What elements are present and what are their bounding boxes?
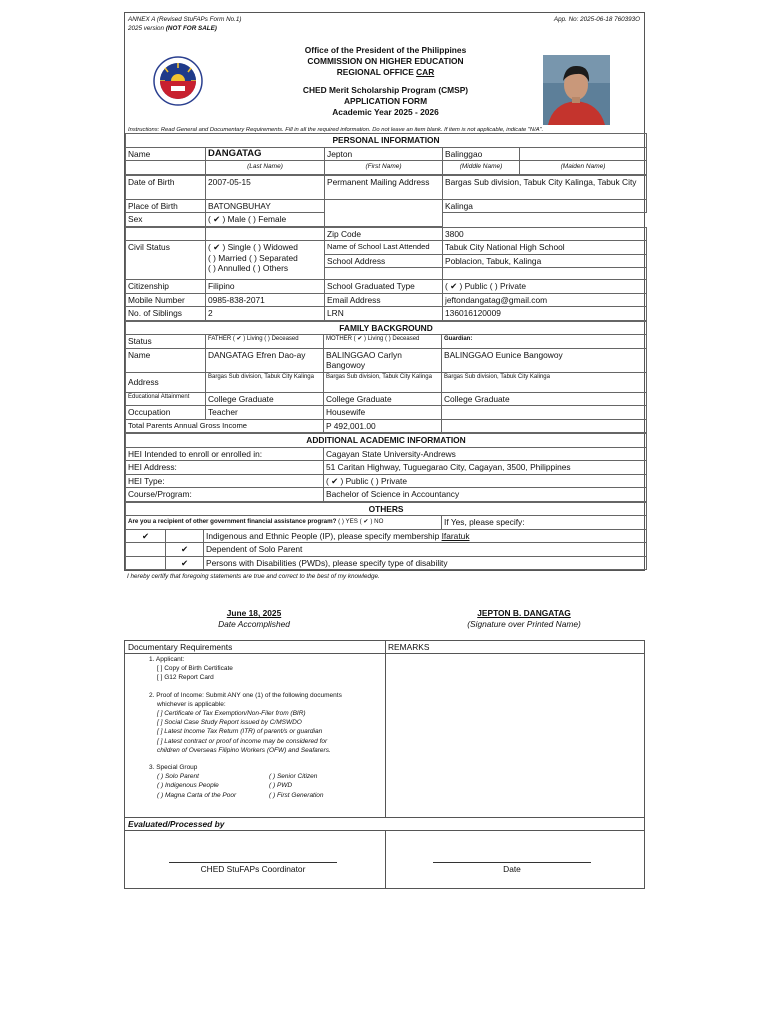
zip-value[interactable]: 3800 <box>443 227 647 241</box>
guardian-name-value[interactable]: BALINGGAO Eunice Bangowoy <box>442 348 647 372</box>
coordinator-signature-line[interactable]: CHED StuFAPs Coordinator <box>169 862 337 874</box>
applicant-photo <box>543 55 610 125</box>
req-birth-certificate[interactable]: [ ] Copy of Birth Certificate <box>157 665 233 673</box>
req-itr[interactable]: [ ] Latest Income Tax Return (ITR) of parent/s or guardian <box>157 728 323 736</box>
hei-type-value[interactable]: ( ✔ ) Public ( ) Private <box>324 474 647 488</box>
hei-address-value[interactable]: 51 Caritan Highway, Tuguegarao City, Cagayan, 3500, Philippines <box>324 461 647 475</box>
requirements-list: 1. Applicant: [ ] Copy of Birth Certificate [ ] G12 Report Card 2. Proof of Income: Submit ANY one (1) of the following documents whichever is applicable: [ ] Certificate of Tax Exemption/Non-Filer from (BIR) [ ] Social Case Study Report issued by C/MSWDO [ ] Latest Income Tax Return (ITR) of parent/s or guardian [ ] Latest contract or proof of income may be considered for children of Overseas Filipino Workers (OFW) and Seafarers. 3. Special Group ( ) Solo Parent ( ) Senior Citizen ( ) Indigenous People ( ) PWD ( ) Magna Carta of the Poor ( ) First Generation <box>125 654 385 800</box>
school-address-value[interactable]: Poblacion, Tabuk, Kalinga <box>443 254 647 268</box>
middle-name-value[interactable]: Balinggao <box>443 147 520 161</box>
mother-status-value[interactable]: MOTHER ( ✔ ) Living ( ) Deceased <box>324 335 442 349</box>
personal-details-table: Date of Birth 2007-05-15 Permanent Mailing Address Bargas Sub division, Tabuk City Kalinga, Tabuk City Place of Birth BATONGBUHAY Kalinga Sex ( ✔ ) Male ( ) Female <box>125 175 647 227</box>
personal-details-table-2: Zip Code 3800 Civil Status ( ✔ ) Single ( ) Widowed ( ) Married ( ) Separated ( ) Annulled ( ) Others Name of School Last Attended Tabuk City National High School School Address Poblacion, Tabuk, Kalinga Citizenship Filipino School Graduated Type ( ✔ ) Public ( ) Private Mobile Number 0985-838-2071 Email Address jeftondangatag@gmail.com No. of Siblings 2 LRN 136016120009 <box>125 227 647 321</box>
course-value[interactable]: Bachelor of Science in Accountancy <box>324 488 647 502</box>
annex-note: ANNEX A (Revised StuFAPs Form No.1) 2025 version (NOT FOR SALE) <box>128 16 242 32</box>
father-name-value[interactable]: DANGATAG Efren Dao-ay <box>206 348 324 372</box>
signature-row: June 18, 2025 Date Accomplished JEPTON B. DANGATAG (Signature over Printed Name) <box>124 580 645 640</box>
office-title-block: Office of the President of the Philippines COMMISSION ON HIGHER EDUCATION REGIONAL OFFICE CAR CHED Merit Scholarship Program (CMSP) APPLICATION FORM Academic Year 2025 - 2026 <box>302 45 469 117</box>
pwd-check-icon[interactable]: ✔ <box>166 556 204 570</box>
req-case-study[interactable]: [ ] Social Case Study Report issued by C/MSWDO <box>157 719 302 727</box>
ip-check-icon[interactable]: ✔ <box>126 529 166 543</box>
mother-occupation-value[interactable]: Housewife <box>324 406 442 420</box>
province-value[interactable]: Kalinga <box>443 199 647 213</box>
evaluated-by-label: Evaluated/Processed by <box>125 817 644 831</box>
address-value[interactable]: Bargas Sub division, Tabuk City Kalinga, Tabuk City <box>443 175 647 199</box>
school-value[interactable]: Tabuk City National High School <box>443 241 647 255</box>
pob-value[interactable]: BATONGBUHAY <box>206 199 325 213</box>
father-status-value[interactable]: FATHER ( ✔ ) Living ( ) Deceased <box>206 335 324 349</box>
application-number: App. No: 2025-06-18 760393O <box>553 16 640 23</box>
civil-status-value[interactable]: ( ✔ ) Single ( ) Widowed ( ) Married ( ) Separated ( ) Annulled ( ) Others <box>206 241 325 280</box>
lrn-value[interactable]: 136016120009 <box>443 307 647 321</box>
req-ofw-contract[interactable]: [ ] Latest contract or proof of income may be considered for <box>157 737 328 745</box>
father-education-value[interactable]: College Graduate <box>206 392 324 406</box>
form-header <box>125 13 644 133</box>
siblings-value[interactable]: 2 <box>206 307 325 321</box>
maiden-name-value[interactable] <box>520 147 647 161</box>
sg-solo-parent[interactable]: ( ) Solo Parent <box>157 773 199 781</box>
guardian-address-value[interactable]: Bargas Sub division, Tabuk City Kalinga <box>442 372 647 392</box>
guardian-education-value[interactable]: College Graduate <box>442 392 647 406</box>
solo-parent-check-icon[interactable]: ✔ <box>166 543 204 557</box>
mobile-value[interactable]: 0985-838-2071 <box>206 293 325 307</box>
sg-pwd[interactable]: ( ) PWD <box>269 782 293 790</box>
remarks-area[interactable] <box>385 654 644 814</box>
sex-value[interactable]: ( ✔ ) Male ( ) Female <box>206 213 325 227</box>
citizenship-value[interactable]: Filipino <box>206 280 325 294</box>
sg-magna-carta[interactable]: ( ) Magna Carta of the Poor <box>157 791 237 799</box>
req-report-card[interactable]: [ ] G12 Report Card <box>157 674 214 682</box>
others-table: OTHERS Are you a recipient of other government financial assistance program? ( ) YES ( ✔ ) NO If Yes, please specify: ✔ Indigenous and Ethnic People (IP), please specify membership Ifaratuk ✔ Dependent of Solo Parent ✔ Persons with Disabilities (PWDs), please specify type of disability <box>125 502 647 571</box>
first-name-value[interactable]: Jepton <box>325 147 443 161</box>
application-form <box>124 12 645 889</box>
mother-education-value[interactable]: College Graduate <box>324 392 442 406</box>
section-family-background: FAMILY BACKGROUND <box>126 321 647 335</box>
academic-info-table: ADDITIONAL ACADEMIC INFORMATION HEI Intended to enroll or enrolled in: Cagayan State University-Andrews HEI Address: 51 Caritan Highway, Tuguegarao City, Cagayan, 3500, Philippines HEI Type: ( ✔ ) Public ( ) Private Course/Program: Bachelor of Science in Accountancy <box>125 433 647 502</box>
last-name-value[interactable]: DANGATAG <box>206 147 325 161</box>
req-tax-exemption[interactable]: [ ] Certificate of Tax Exemption/Non-Filer from (BIR) <box>157 710 306 718</box>
ip-membership-value[interactable]: Ifaratuk <box>441 530 470 541</box>
dob-value[interactable]: 2007-05-15 <box>206 175 325 199</box>
recipient-answer[interactable]: ( ) YES ( ✔ ) NO <box>338 518 384 525</box>
father-address-value[interactable]: Bargas Sub division, Tabuk City Kalinga <box>206 372 324 392</box>
school-type-value[interactable]: ( ✔ ) Public ( ) Private <box>443 280 647 294</box>
date-accomplished-value[interactable]: June 18, 2025 <box>226 608 282 618</box>
section-academic-info: ADDITIONAL ACADEMIC INFORMATION <box>126 434 647 448</box>
certification-statement: I hereby certify that foregoing statements are true and correct to the best of my knowledge. <box>127 573 380 580</box>
form-frame <box>124 12 645 571</box>
section-others: OTHERS <box>126 502 647 516</box>
sg-senior-citizen[interactable]: ( ) Senior Citizen <box>269 773 318 781</box>
personal-info-table: PERSONAL INFORMATION Name DANGATAG Jepton Balinggao (Last Name) (First Name) (Middle Name) (Maiden Name) <box>125 133 647 175</box>
applicant-signature-name[interactable]: JEPTON B. DANGATAG <box>477 608 571 618</box>
income-value[interactable]: P 492,001.00 <box>324 419 442 433</box>
applicant-photo-image <box>543 55 610 125</box>
instructions: Instructions: Read General and Documentary Requirements. Fill in all the required information. Do not leave an item blank. If item is not applicable, indicate "N/A". <box>128 127 544 133</box>
documentary-requirements-box: Documentary Requirements 1. Applicant: [ ] Copy of Birth Certificate [ ] G12 Report Card 2. Proof of Income: Submit ANY one (1) of the following documents whichever is applicable: [ ] Certificate of Tax Exemption/Non-Filer from (BIR) [ ] Social Case Study Report issued by C/MSWDO [ ] Latest Income Tax Return (ITR) of parent/s or guardian [ ] Latest contract or proof of income may be considered for children of Overseas Filipino Workers (OFW) and Seafarers. 3. Special Group ( ) Solo Parent ( ) Senior Citizen ( ) Indigenous People ( ) PWD ( ) Magna Carta of the Poor ( ) First Generation REMARKS Evaluated/Processed by CHED StuFAPs Coordinator Date <box>124 640 645 889</box>
mother-address-value[interactable]: Bargas Sub division, Tabuk City Kalinga <box>324 372 442 392</box>
mother-name-value[interactable]: BALINGGAO Carlyn Bangowoy <box>324 348 442 372</box>
evaluation-date-line[interactable]: Date <box>433 862 591 874</box>
sg-first-generation[interactable]: ( ) First Generation <box>269 791 324 799</box>
father-occupation-value[interactable]: Teacher <box>206 406 324 420</box>
sg-indigenous[interactable]: ( ) Indigenous People <box>157 782 219 790</box>
family-background-table: FAMILY BACKGROUND Status FATHER ( ✔ ) Living ( ) Deceased MOTHER ( ✔ ) Living ( ) Deceased Guardian: Name DANGATAG Efren Dao-ay BALINGGAO Carlyn Bangowoy BALINGGAO Eunice Bangowoy Address Bargas Sub division, Tabuk City Kalinga Bargas Sub division, Tabuk City Kalinga Bargas Sub division, Tabuk City Kalinga Educational Attainment College Graduate College Graduate College Graduate Occupation Teacher Housewife Total Parents Annual Gross Income P 492,001.00 <box>125 321 647 434</box>
section-personal-info: PERSONAL INFORMATION <box>126 134 647 148</box>
hei-value[interactable]: Cagayan State University-Andrews <box>324 447 647 461</box>
email-value[interactable]: jeftondangatag@gmail.com <box>443 293 647 307</box>
